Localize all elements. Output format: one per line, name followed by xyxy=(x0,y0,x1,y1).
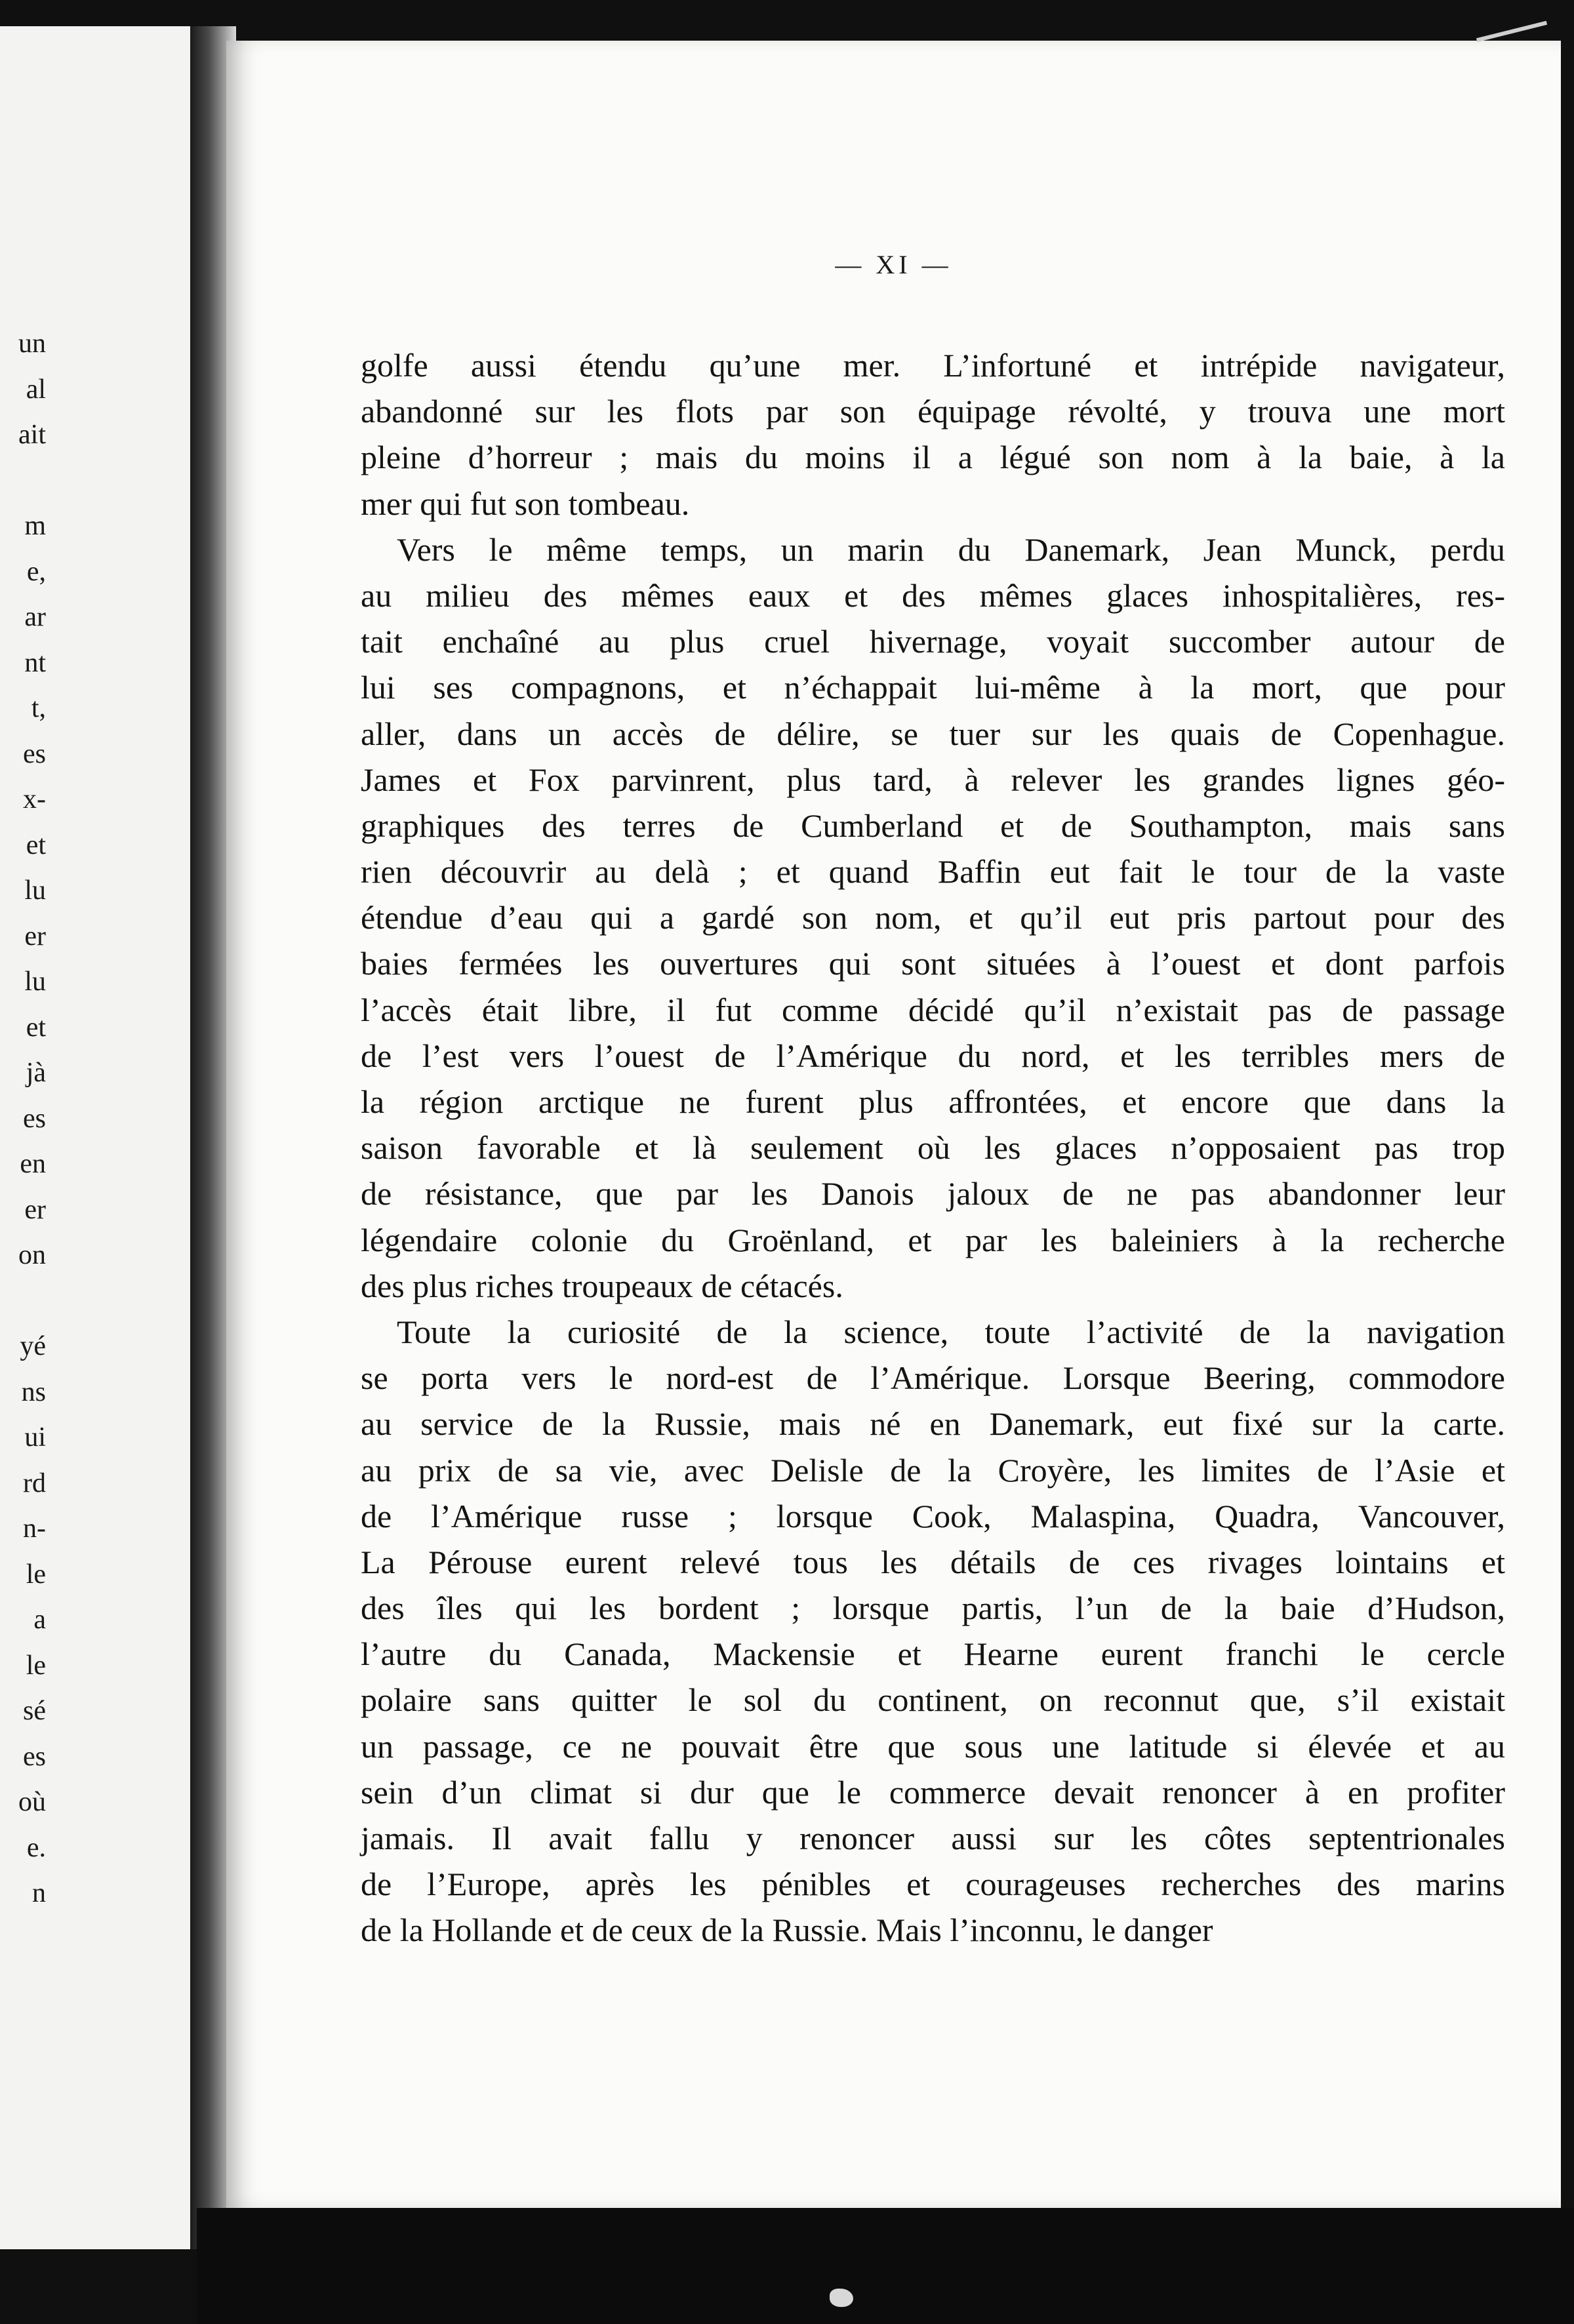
facing-page-fragment: on xyxy=(18,1240,46,1270)
facing-page-fragment: yé xyxy=(20,1331,46,1361)
facing-page-fragment: er xyxy=(24,921,46,952)
facing-page-fragment: n- xyxy=(23,1513,46,1544)
text-line: de l’est vers l’ouest de l’Amérique du nord, et les terribles mers de xyxy=(361,1037,1505,1074)
facing-page-fragment: lu xyxy=(24,875,46,906)
facing-page-fragment: le xyxy=(26,1559,46,1590)
text-line: l’accès était libre, il fut comme décidé qu’il n’existait pas de passage xyxy=(361,991,1505,1028)
facing-page-fragment: ns xyxy=(21,1376,46,1407)
text-line: de l’Europe, après les pénibles et courageuses recherches des marins xyxy=(361,1866,1505,1903)
facing-page-left xyxy=(0,26,199,2249)
facing-page-fragment: et xyxy=(26,830,46,860)
facing-page-fragment: es xyxy=(23,1741,46,1772)
facing-page-fragment: al xyxy=(26,374,46,405)
facing-page-fragment: e, xyxy=(26,556,46,587)
text-line: un passage, ce ne pouvait être que sous une latitude si élevée et au xyxy=(361,1727,1505,1765)
text-line: Toute la curiosité de la science, toute l’activité de la navigation xyxy=(397,1313,1505,1350)
facing-page-fragment: en xyxy=(20,1149,46,1179)
facing-page-fragment: un xyxy=(18,329,46,359)
text-line: de l’Amérique russe ; lorsque Cook, Malaspina, Quadra, Vancouver, xyxy=(361,1497,1505,1534)
scan-corner-mark xyxy=(1476,21,1547,42)
facing-page-fragment: es xyxy=(23,738,46,769)
main-page xyxy=(226,41,1561,2208)
text-line: golfe aussi étendu qu’une mer. L’infortuné et intrépide navigateur, xyxy=(361,347,1505,384)
text-line: pleine d’horreur ; mais du moins il a légué son nom à la baie, à la xyxy=(361,439,1505,476)
facing-page-fragment: m xyxy=(24,511,46,541)
text-line: mer qui fut son tombeau. xyxy=(361,485,690,522)
facing-page-fragment: ui xyxy=(24,1422,46,1452)
facing-page-fragment: jà xyxy=(26,1058,46,1088)
text-line: légendaire colonie du Groënland, et par les baleiniers à la recherche xyxy=(361,1221,1505,1258)
text-line: au service de la Russie, mais né en Danemark, eut fixé sur la carte. xyxy=(361,1405,1505,1443)
text-line: au prix de sa vie, avec Delisle de la Croyère, les limites de l’Asie et xyxy=(361,1451,1505,1489)
facing-page-fragment: et xyxy=(26,1012,46,1043)
text-line: abandonné sur les flots par son équipage révolté, y trouva une mort xyxy=(361,393,1505,430)
facing-page-fragment xyxy=(0,1279,46,1325)
facing-page-fragment: lu xyxy=(24,967,46,997)
body-text xyxy=(361,342,1505,1953)
text-line: étendue d’eau qui a gardé son nom, et qu’il eut pris partout pour des xyxy=(361,899,1505,936)
scan-speck xyxy=(830,2289,853,2307)
text-line: Vers le même temps, un marin du Danemark, Jean Munck, perdu xyxy=(397,531,1505,568)
facing-page-fragment: es xyxy=(23,1103,46,1134)
text-line: polaire sans quitter le sol du continent, on reconnut que, s’il existait xyxy=(361,1681,1505,1719)
text-line: saison favorable et là seulement où les glaces n’opposaient pas trop xyxy=(361,1129,1505,1167)
facing-page-fragment: où xyxy=(18,1787,46,1817)
facing-page-text-fragments xyxy=(0,321,46,1917)
text-line: La Pérouse eurent relevé tous les détails de ces rivages lointains et xyxy=(361,1543,1505,1580)
text-line: jamais. Il avait fallu y renoncer aussi sur les côtes septentrionales xyxy=(361,1820,1505,1856)
text-line: des plus riches troupeaux de cétacés. xyxy=(361,1267,843,1304)
text-line: au milieu des mêmes eaux et des mêmes glaces inhospitalières, res- xyxy=(361,576,1505,614)
text-line: James et Fox parvinrent, plus tard, à relever les grandes lignes géo- xyxy=(361,761,1505,798)
text-line: graphiques des terres de Cumberland et de Southampton, mais sans xyxy=(361,807,1505,844)
facing-page-fragment: ait xyxy=(18,420,46,450)
facing-page-fragment: ar xyxy=(24,602,46,632)
facing-page-fragment: t, xyxy=(31,693,46,723)
facing-page-fragment: e. xyxy=(26,1832,46,1863)
text-line: la région arctique ne furent plus affrontées, et encore que dans la xyxy=(361,1083,1505,1120)
facing-page-fragment: er xyxy=(24,1194,46,1225)
facing-page-fragment: sé xyxy=(23,1696,46,1726)
scan-background-bottom xyxy=(197,2208,1574,2324)
text-line: sein d’un climat si dur que le commerce devait renoncer à en profiter xyxy=(361,1773,1505,1811)
text-line: de résistance, que par les Danois jaloux de ne pas abandonner leur xyxy=(361,1175,1505,1212)
text-line: lui ses compagnons, et n’échappait lui-même à la mort, que pour xyxy=(361,669,1505,706)
text-line: baies fermées les ouvertures qui sont situées à l’ouest et dont parfois xyxy=(361,945,1505,982)
facing-page-fragment: x- xyxy=(23,784,46,814)
text-line: tait enchaîné au plus cruel hivernage, voyait succomber autour de xyxy=(361,623,1505,660)
page-folio: — XI — xyxy=(835,250,952,279)
facing-page-fragment: n xyxy=(32,1878,46,1908)
text-line: l’autre du Canada, Mackensie et Hearne eurent franchi le cercle xyxy=(361,1635,1505,1673)
text-line: de la Hollande et de ceux de la Russie. Mais l’inconnu, le danger xyxy=(361,1912,1213,1949)
facing-page-fragment xyxy=(0,458,46,504)
text-line: aller, dans un accès de délire, se tuer sur les quais de Copenhague. xyxy=(361,715,1505,752)
facing-page-fragment: rd xyxy=(23,1468,46,1498)
facing-page-fragment: le xyxy=(26,1650,46,1681)
text-line: des îles qui les bordent ; lorsque partis, l’un de la baie d’Hudson, xyxy=(361,1590,1505,1627)
text-line: se porta vers le nord-est de l’Amérique. Lorsque Beering, commodore xyxy=(361,1359,1505,1397)
text-line: rien découvrir au delà ; et quand Baffin eut fait le tour de la vaste xyxy=(361,853,1505,891)
facing-page-fragment: nt xyxy=(24,647,46,678)
facing-page-fragment: a xyxy=(33,1605,46,1635)
